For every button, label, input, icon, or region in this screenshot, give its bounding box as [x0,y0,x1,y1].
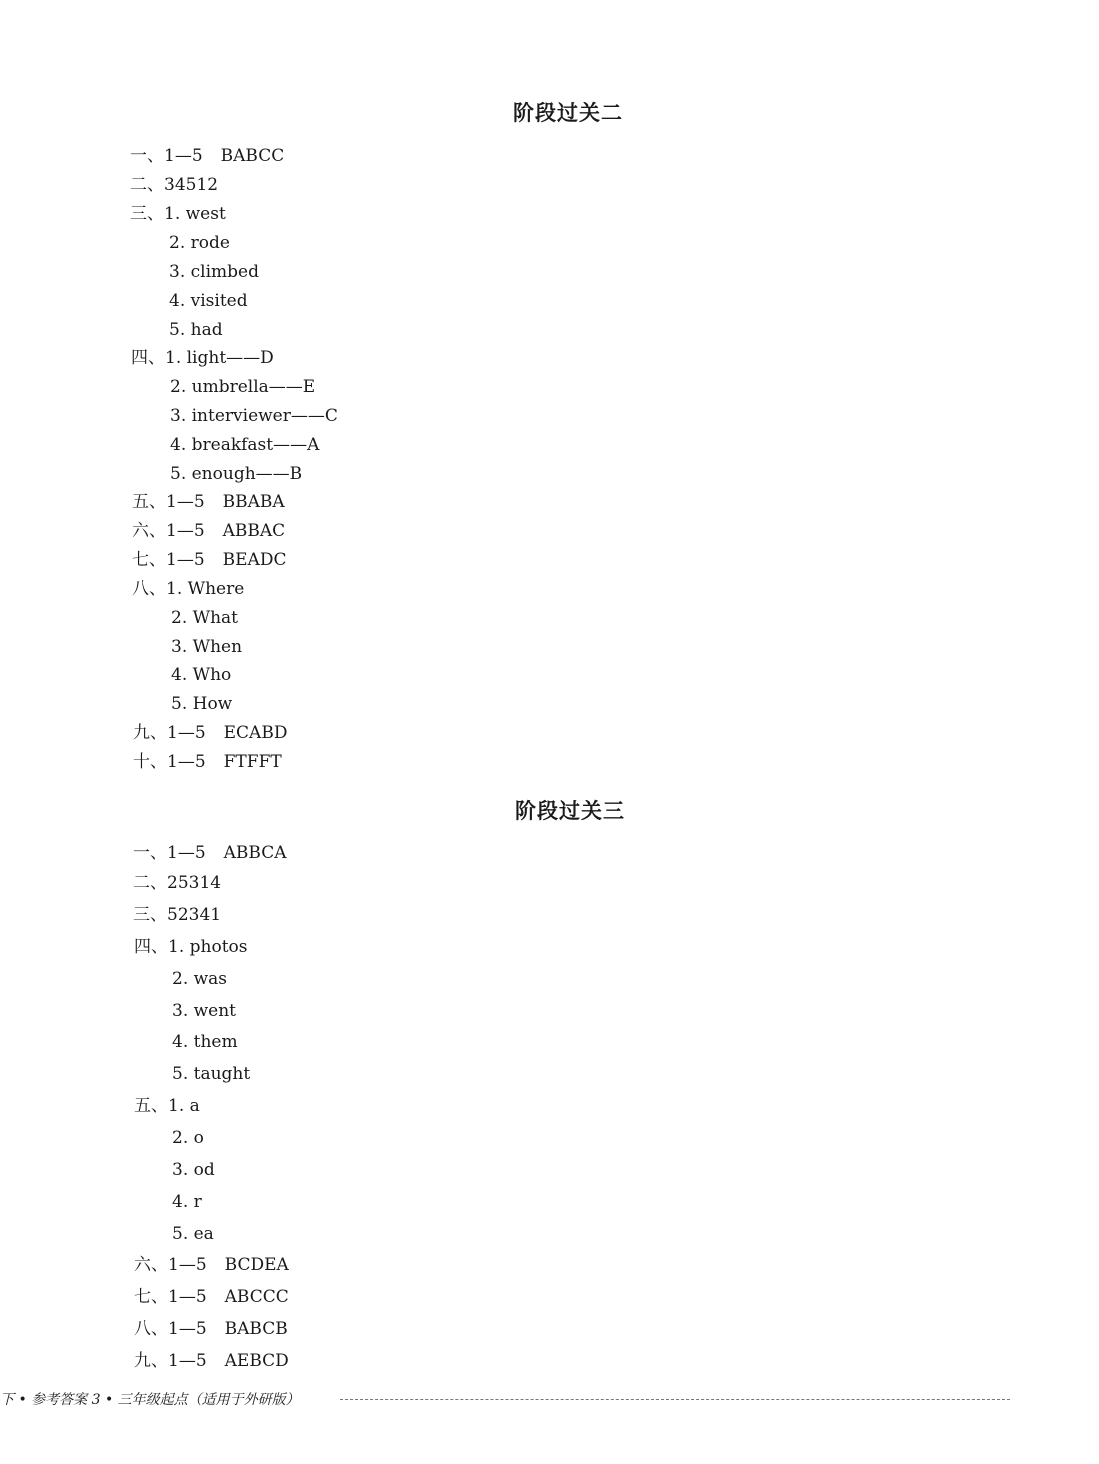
answer-label: 5. taught [172,1064,251,1084]
answer-line [131,348,274,368]
answer-label: 七、1—5 [132,550,205,570]
page-footer [0,1390,1010,1410]
answer-line [171,637,242,657]
answer-label: 3. interviewer——C [170,406,338,426]
answer-line [132,492,285,512]
answer-label: 2. rode [169,233,230,253]
answer-label: 2. What [171,608,239,628]
answer-line [134,1351,289,1371]
answer-label: 4. breakfast——A [170,435,320,455]
answer-line [172,1224,214,1244]
answer-line [170,435,319,455]
answer-value: ECABD [223,723,288,743]
answer-label: 2. umbrella——E [170,377,316,397]
answer-line [170,377,315,397]
answer-line [134,937,247,957]
section3-title: 阶段过关三 [515,798,625,823]
answer-label: 2. o [172,1128,204,1148]
answer-label: 4. them [172,1032,238,1052]
answer-label: 十、1—5 [133,752,206,772]
answer-line [171,694,232,714]
answer-label: 六、1—5 [134,1255,207,1275]
answer-line [132,579,244,599]
answer-label: 一、1—5 [133,843,206,863]
answer-value: FTFFT [223,752,282,772]
answer-line [133,752,282,772]
answer-label: 4. r [172,1192,202,1212]
answer-line [134,1319,288,1339]
answer-line [132,521,285,541]
answer-label: 四、1. photos [134,937,248,957]
answer-line [169,233,230,253]
answer-line [134,1096,200,1116]
answer-label: 3. went [172,1001,237,1021]
answer-line [133,723,287,743]
answer-label: 2. was [172,969,228,989]
answer-value: AEBCD [224,1351,289,1371]
answer-line [130,204,226,224]
answer-line [172,1192,202,1212]
answer-label: 九、1—5 [133,723,206,743]
answer-label: 八、1—5 [134,1319,207,1339]
answer-value: ABBCA [223,843,287,863]
answer-label: 五、1. a [134,1096,200,1116]
answer-line [169,320,223,340]
answer-value: BBABA [222,492,285,512]
answer-line [170,464,302,484]
answer-line [170,406,338,426]
answer-line [172,1128,204,1148]
answer-label: 4. Who [171,665,232,685]
answer-label: 5. enough——B [170,464,303,484]
answer-line [134,1287,289,1307]
answer-value: ABBAC [222,521,286,541]
answer-line [172,1001,236,1021]
answer-label: 六、1—5 [132,521,205,541]
answer-line [133,905,221,925]
answer-line [172,1032,238,1052]
answer-value: BCDEA [224,1255,289,1275]
answer-line [130,146,284,166]
footer-divider [340,1399,1010,1400]
answer-line [171,665,231,685]
answer-line [172,1160,215,1180]
answer-label: 5. How [171,694,233,714]
answer-label: 4. visited [169,291,248,311]
answer-line [172,969,227,989]
answer-value: ABCCC [224,1287,289,1307]
answer-line [169,291,248,311]
answer-label: 八、1. Where [132,579,245,599]
answer-label: 七、1—5 [134,1287,207,1307]
section2-title: 阶段过关二 [513,100,623,125]
answer-label: 三、52341 [133,905,222,925]
answer-line [169,262,259,282]
answer-line [133,843,287,863]
answer-value: BEADC [222,550,287,570]
answer-label: 5. ea [172,1224,214,1244]
footer-text: 下 • 参考答案 3 • 三年级起点（适用于外研版） [0,1392,300,1408]
answer-line [172,1064,250,1084]
answer-label: 3. od [172,1160,215,1180]
answer-label: 三、1. west [130,204,226,224]
answer-label: 五、1—5 [132,492,205,512]
answer-label: 二、34512 [130,175,219,195]
answer-label: 一、1—5 [130,146,203,166]
answer-line [134,1255,289,1275]
answer-label: 九、1—5 [134,1351,207,1371]
answer-value: BABCC [220,146,285,166]
answer-value: BABCB [224,1319,288,1339]
answer-line [132,550,286,570]
answer-line [171,608,238,628]
answer-label: 3. When [171,637,243,657]
answer-line [133,873,221,893]
answer-label: 四、1. light——D [131,348,274,368]
answer-line [130,175,218,195]
answer-label: 二、25314 [133,873,222,893]
answer-label: 5. had [169,320,223,340]
answer-label: 3. climbed [169,262,259,282]
